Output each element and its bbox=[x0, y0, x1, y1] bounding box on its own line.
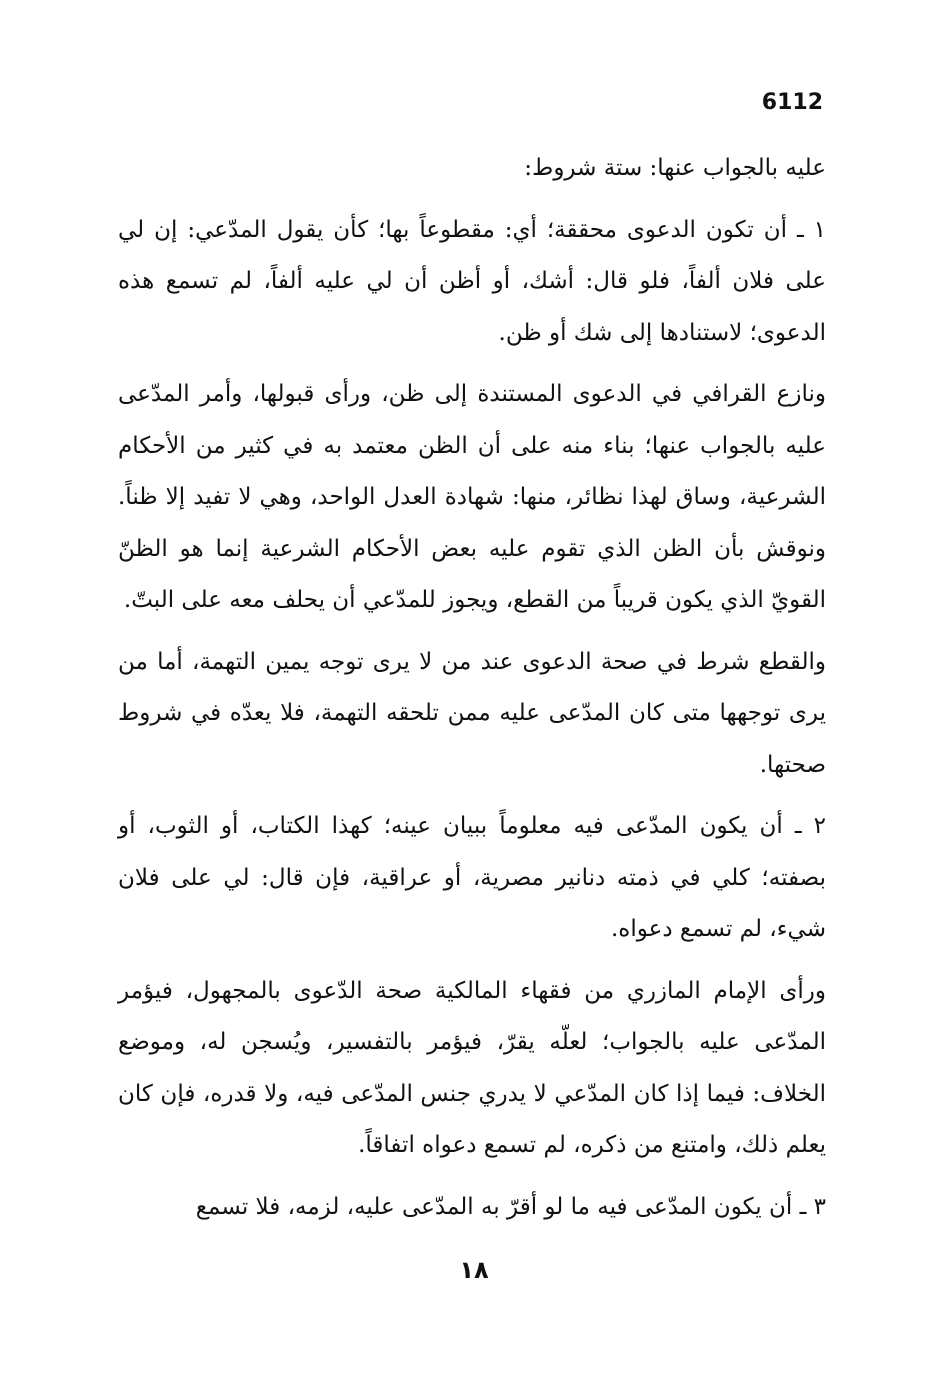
paragraph: عليه بالجواب عنها: ستة شروط: bbox=[524, 155, 826, 181]
paragraph: ٢ ـ أن يكون المدّعى فيه معلوماً ببيان عينه؛ كهذا الكتاب، أو الثوب، أو بصفته؛ كلي في ذمته دنانير مصرية، أو عراقية، فإن قال: لي على فلان شيء، لم تسمع دعواه. bbox=[118, 813, 826, 942]
paragraph: ١ ـ أن تكون الدعوى محققة؛ أي: مقطوعاً بها؛ كأن يقول المدّعي: إن لي على فلان ألفاً، فلو قال: أشك، أو أظن أن لي عليه ألفاً، لم تسمع هذه الدعوى؛ لاستنادها إلى شك أو ظن. bbox=[118, 216, 826, 346]
page-id: 6112 bbox=[761, 90, 823, 115]
paragraph: ٣ ـ أن يكون المدّعى فيه ما لو أقرّ به المدّعى عليه، لزمه، فلا تسمع bbox=[195, 1193, 826, 1220]
paragraph: ورأى الإمام المازري من فقهاء المالكية صحة الدّعوى بالمجهول، فيؤمر المدّعى عليه بالجواب؛ لعلّه يقرّ، فيؤمر بالتفسير، ويُسجن له، وموضع الخلاف: فيما إذا كان المدّعي لا يدري جنس المدّعى فيه، ولا قدره، فإن كان يعلم ذلك، وامتنع من ذكره، لم تسمع دعواه اتفاقاً. bbox=[118, 977, 826, 1158]
paragraph: والقطع شرط في صحة الدعوى عند من لا يرى توجه يمين التهمة، أما من يرى توجهها متى كان المدّعى عليه ممن تلحقه التهمة، فلا يعدّه في شروط صحتها. bbox=[118, 648, 826, 778]
page-number: ١٨ bbox=[459, 1256, 489, 1284]
body-text bbox=[118, 143, 826, 1243]
paragraph: ونازع القرافي في الدعوى المستندة إلى ظن، ورأى قبولها، وأمر المدّعى عليه بالجواب عنها؛ بناء منه على أن الظن معتمد به في كثير من الأحكام الشرعية، وساق لهذا نظائر، منها: شهادة العدل الواحد، وهي لا تفيد إلا ظناً. ونوقش بأن الظن الذي تقوم عليه بعض الأحكام الشرعية إنما هو الظنّ القويّ الذي يكون قريباً من القطع، ويجوز للمدّعي أن يحلف معه على البتّ. bbox=[118, 381, 827, 613]
